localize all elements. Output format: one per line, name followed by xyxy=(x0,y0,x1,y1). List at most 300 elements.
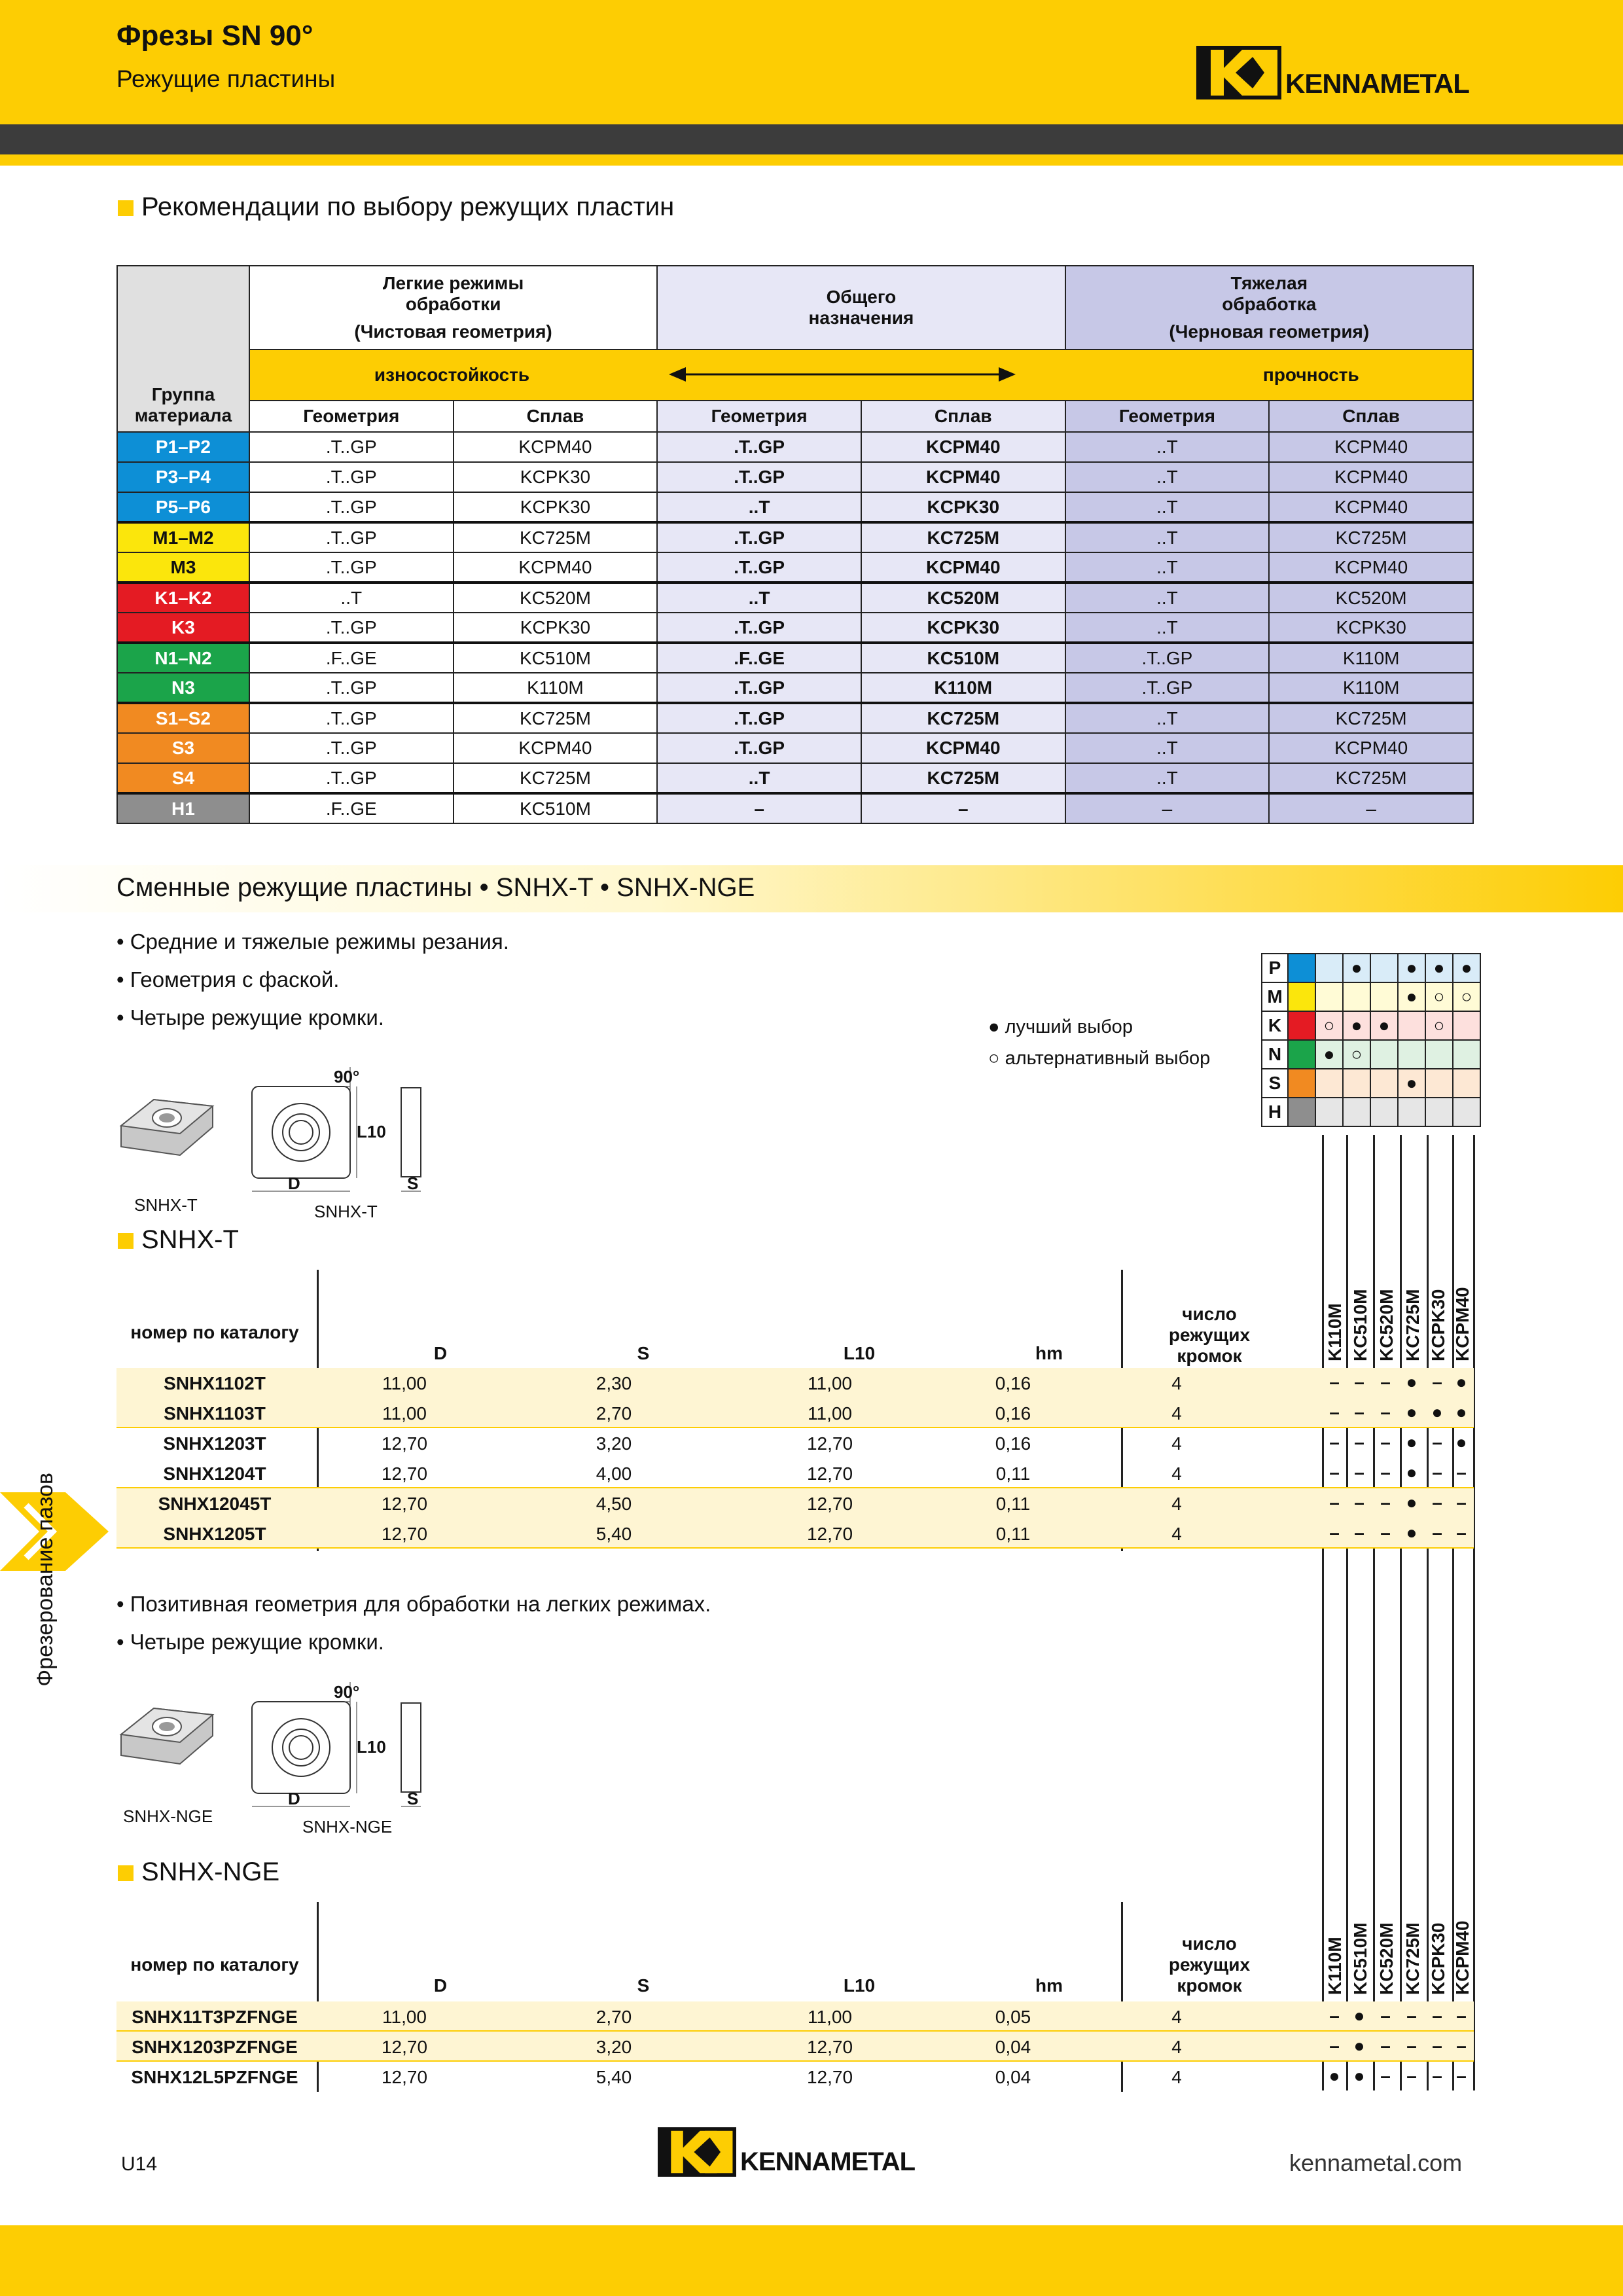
rec-cell: ..T xyxy=(1065,432,1270,462)
rec-cell: KC520M xyxy=(454,583,658,613)
grade-mark: ● xyxy=(1406,1492,1418,1513)
strength-label: прочность xyxy=(1262,365,1359,385)
material-grade-cell: ● xyxy=(1453,954,1480,982)
insert-section-title: Сменные режущие пластины • SNHX-T • SNHX-NGE xyxy=(116,873,755,902)
grade-mark: – xyxy=(1456,1522,1467,1543)
product-row xyxy=(116,1518,1474,1549)
rec-cell: KCPM40 xyxy=(1269,492,1473,522)
grade-mark: – xyxy=(1354,1492,1364,1513)
material-grade-cell: ● xyxy=(1398,982,1425,1011)
bullet: • Средние и тяжелые режимы резания. xyxy=(116,923,509,961)
s-label: S xyxy=(407,1174,419,1193)
col-grade: Сплав xyxy=(454,401,658,432)
material-grid-row xyxy=(1262,1069,1480,1098)
grade-mark: ● xyxy=(1406,1372,1418,1392)
product-value: 0,16 xyxy=(995,1403,1031,1424)
grade-mark: – xyxy=(1329,1492,1340,1513)
material-group-cell: K1–K2 xyxy=(117,583,249,613)
grade-header: KCPM40 xyxy=(1452,1287,1472,1361)
grade-header: KCPK30 xyxy=(1428,1289,1448,1361)
rec-cell: ..T xyxy=(657,763,861,793)
catalog-number: SNHX1102T xyxy=(164,1373,266,1393)
rec-cell: ..T xyxy=(249,583,454,613)
rec-cell: KCPM40 xyxy=(454,733,658,763)
material-group-cell: M1–M2 xyxy=(117,522,249,552)
page-subtitle: Режущие пластины xyxy=(116,65,336,92)
rec-cell: .T..GP xyxy=(657,552,861,583)
rec-row xyxy=(117,763,1473,793)
rec-cell: KC510M xyxy=(454,793,658,823)
rec-cell: .T..GP xyxy=(657,703,861,733)
product-value: 12,70 xyxy=(806,1494,853,1514)
nge-title: SNHX-NGE xyxy=(118,1857,279,1887)
bullet: • Четыре режущие кромки. xyxy=(116,999,509,1037)
catalog-number: SNHX1103T xyxy=(164,1403,266,1424)
material-grade-cell xyxy=(1425,1040,1453,1069)
grade-header: KC725M xyxy=(1402,1289,1423,1361)
grade-mark: ● xyxy=(1455,1402,1467,1422)
material-grade-cell xyxy=(1398,1098,1425,1126)
material-grade-grid xyxy=(1261,953,1481,1127)
grade-mark: – xyxy=(1329,1372,1340,1392)
grade-header: KC520M xyxy=(1376,1289,1397,1361)
grade-mark: – xyxy=(1432,2005,1442,2026)
product-value: 0,16 xyxy=(995,1433,1031,1454)
product-value: 0,04 xyxy=(995,2067,1031,2087)
rec-cell: KCPM40 xyxy=(1269,432,1473,462)
product-value: 11,00 xyxy=(808,2007,852,2027)
grade-mark: – xyxy=(1456,2005,1467,2026)
wear-strength-bar xyxy=(249,350,1473,401)
material-group-cell: K3 xyxy=(117,613,249,643)
grade-header: KC520M xyxy=(1376,1922,1397,1995)
grade-mark: ● xyxy=(1406,1522,1418,1543)
grade-mark: – xyxy=(1432,1492,1442,1513)
rec-cell: KCPM40 xyxy=(861,552,1065,583)
rec-cell: KC725M xyxy=(861,763,1065,793)
grade-mark: ● xyxy=(1353,2066,1365,2086)
rec-row xyxy=(117,643,1473,673)
material-grade-cell xyxy=(1453,1011,1480,1040)
grade-mark: – xyxy=(1329,1402,1340,1422)
rec-cell: – xyxy=(861,793,1065,823)
page-title: Фрезы SN 90° xyxy=(116,20,313,52)
grade-mark: ● xyxy=(1353,2036,1365,2056)
rec-cell: ..T xyxy=(1065,583,1270,613)
rec-cell: KC725M xyxy=(1269,522,1473,552)
material-grade-cell xyxy=(1398,1011,1425,1040)
grade-header: KC510M xyxy=(1350,1289,1370,1361)
snhx-t-bullets xyxy=(116,923,509,1037)
grade-mark: – xyxy=(1380,2005,1391,2026)
material-grid-row xyxy=(1262,1098,1480,1126)
product-value: 0,04 xyxy=(995,2037,1031,2057)
rec-cell: KC725M xyxy=(861,522,1065,552)
grade-mark: – xyxy=(1354,1522,1364,1543)
grade-mark: – xyxy=(1432,1372,1442,1392)
legend-best: ● лучший выбор xyxy=(988,1016,1133,1037)
rec-row xyxy=(117,673,1473,703)
grade-header: K110M xyxy=(1325,1937,1345,1995)
material-grade-cell xyxy=(1315,1069,1343,1098)
rec-cell: ..T xyxy=(1065,522,1270,552)
product-value: 4 xyxy=(1171,1463,1182,1484)
grade-mark: – xyxy=(1354,1462,1364,1482)
material-grade-cell xyxy=(1315,982,1343,1011)
rec-cell: KC725M xyxy=(454,763,658,793)
rec-row xyxy=(117,613,1473,643)
product-value: 4 xyxy=(1171,1373,1182,1393)
rec-row xyxy=(117,793,1473,823)
product-value: 3,20 xyxy=(596,2037,632,2057)
rec-cell: KC510M xyxy=(861,643,1065,673)
grade-mark: – xyxy=(1380,2066,1391,2086)
rec-cell: K110M xyxy=(861,673,1065,703)
product-value: 4 xyxy=(1171,2007,1182,2027)
grade-mark: – xyxy=(1380,2036,1391,2056)
grade-mark: ● xyxy=(1431,1402,1443,1422)
rec-cell: .T..GP xyxy=(657,462,861,492)
catalog-number: SNHX1203PZFNGE xyxy=(132,2037,298,2057)
rec-cell: KC725M xyxy=(454,703,658,733)
snhx-t-title: SNHX-T xyxy=(118,1225,239,1255)
nge-header xyxy=(116,1905,1474,2003)
grade-mark: – xyxy=(1406,2036,1417,2056)
product-value: 12,70 xyxy=(381,1463,428,1484)
rec-cell: .T..GP xyxy=(249,552,454,583)
grade-mark: – xyxy=(1354,1372,1364,1392)
product-value: 12,70 xyxy=(806,1463,853,1484)
product-row xyxy=(116,2062,1474,2092)
product-value: 4 xyxy=(1171,1494,1182,1514)
material-group-cell: S1–S2 xyxy=(117,703,249,733)
product-value: 5,40 xyxy=(596,1524,632,1544)
rec-row xyxy=(117,583,1473,613)
material-grade-cell: ○ xyxy=(1315,1011,1343,1040)
material-group-cell: P3–P4 xyxy=(117,462,249,492)
rec-cell: KC725M xyxy=(1269,763,1473,793)
material-grade-cell xyxy=(1343,982,1370,1011)
light-header: Легкие режимы обработки (Чистовая геометрия) xyxy=(249,266,657,350)
insert-caption: SNHX-T xyxy=(314,1202,378,1221)
material-color-swatch xyxy=(1288,982,1315,1011)
grade-mark: – xyxy=(1456,1462,1467,1482)
s-label: S xyxy=(407,1789,419,1808)
material-grade-cell xyxy=(1453,1069,1480,1098)
product-value: 12,70 xyxy=(381,1433,428,1454)
product-value: 4 xyxy=(1171,1524,1182,1544)
grade-mark: – xyxy=(1380,1372,1391,1392)
material-group-cell: S3 xyxy=(117,733,249,763)
product-value: 12,70 xyxy=(381,2067,428,2087)
rec-row xyxy=(117,703,1473,733)
rec-cell: KCPK30 xyxy=(454,492,658,522)
rec-cell: .T..GP xyxy=(249,462,454,492)
grade-mark: – xyxy=(1329,2036,1340,2056)
material-grade-cell: ○ xyxy=(1425,982,1453,1011)
rec-section-title: Рекомендации по выбору режущих пластин xyxy=(118,192,674,222)
rec-cell: .T..GP xyxy=(657,733,861,763)
material-letter: K xyxy=(1262,1011,1288,1040)
insert-caption: SNHX-T xyxy=(134,1195,198,1215)
material-letter: N xyxy=(1262,1040,1288,1069)
product-value: 11,00 xyxy=(382,1403,427,1424)
material-grade-cell xyxy=(1315,954,1343,982)
snhx-t-header xyxy=(116,1270,1474,1368)
rec-cell: KC725M xyxy=(1269,703,1473,733)
col-catalog: номер по каталогу xyxy=(130,1954,299,1975)
rec-row xyxy=(117,432,1473,462)
grade-header: K110M xyxy=(1325,1303,1345,1361)
rec-cell: KCPK30 xyxy=(454,613,658,643)
insert-caption: SNHX-NGE xyxy=(123,1806,213,1826)
material-grade-cell: ● xyxy=(1343,954,1370,982)
rec-cell: ..T xyxy=(1065,703,1270,733)
product-row xyxy=(116,1458,1474,1488)
product-value: 11,00 xyxy=(808,1403,852,1424)
grade-mark: – xyxy=(1432,2036,1442,2056)
product-value: 4 xyxy=(1171,1403,1182,1424)
kennametal-logo: KENNAMETAL xyxy=(1196,46,1469,99)
grade-mark: – xyxy=(1456,2066,1467,2086)
d-label: D xyxy=(288,1789,300,1808)
col-s: S xyxy=(637,1975,650,1996)
legend xyxy=(988,1011,1210,1074)
grade-mark: – xyxy=(1329,2005,1340,2026)
product-value: 0,05 xyxy=(995,2007,1031,2027)
rec-cell: KCPM40 xyxy=(861,432,1065,462)
product-value: 3,20 xyxy=(596,1433,632,1454)
bullet: • Геометрия с фаской. xyxy=(116,961,509,999)
grade-header: KCPK30 xyxy=(1428,1922,1448,1995)
col-hm: hm xyxy=(1035,1343,1063,1363)
grade-mark: ● xyxy=(1329,2066,1340,2086)
grade-mark: – xyxy=(1432,1462,1442,1482)
grade-headers xyxy=(1322,1276,1474,1364)
material-letter: M xyxy=(1262,982,1288,1011)
material-color-swatch xyxy=(1288,1040,1315,1069)
material-group-cell: M3 xyxy=(117,552,249,583)
product-value: 12,70 xyxy=(806,2067,853,2087)
rec-cell: ..T xyxy=(1065,763,1270,793)
rec-cell: ..T xyxy=(1065,492,1270,522)
footer-bar xyxy=(0,2225,1623,2296)
material-group-cell: P5–P6 xyxy=(117,492,249,522)
insert-3d-icon xyxy=(115,1695,219,1777)
rec-cell: .F..GE xyxy=(249,793,454,823)
l10-label: L10 xyxy=(357,1737,386,1757)
col-geom: Геометрия xyxy=(657,401,861,432)
rec-cell: ..T xyxy=(1065,462,1270,492)
rec-cell: K110M xyxy=(1269,643,1473,673)
grade-mark: – xyxy=(1432,1522,1442,1543)
catalog-number: SNHX12L5PZFNGE xyxy=(131,2067,298,2087)
grade-mark: ● xyxy=(1455,1432,1467,1452)
grade-mark: ● xyxy=(1406,1432,1418,1452)
product-value: 5,40 xyxy=(596,2067,632,2087)
rec-row xyxy=(117,462,1473,492)
material-grid-row xyxy=(1262,982,1480,1011)
material-grade-cell xyxy=(1453,1098,1480,1126)
material-grade-cell: ● xyxy=(1398,1069,1425,1098)
rec-cell: KCPM40 xyxy=(1269,552,1473,583)
material-grade-cell: ● xyxy=(1425,954,1453,982)
rec-cell: .T..GP xyxy=(249,613,454,643)
kennametal-logo: KENNAMETAL xyxy=(658,2127,915,2177)
rec-row xyxy=(117,733,1473,763)
product-value: 12,70 xyxy=(381,1494,428,1514)
bullet: • Четыре режущие кромки. xyxy=(116,1623,711,1661)
product-value: 2,70 xyxy=(596,2007,632,2027)
product-value: 0,11 xyxy=(995,1494,1031,1514)
material-color-swatch xyxy=(1288,954,1315,982)
header-yellow-stripe xyxy=(0,154,1623,166)
grade-mark: – xyxy=(1456,1492,1467,1513)
product-value: 12,70 xyxy=(806,2037,853,2057)
grade-mark: ● xyxy=(1353,2005,1365,2026)
product-row xyxy=(116,2032,1474,2062)
product-value: 0,11 xyxy=(995,1524,1031,1544)
rec-cell: KCPM40 xyxy=(861,733,1065,763)
grade-mark: ● xyxy=(1406,1402,1418,1422)
material-group-cell: N1–N2 xyxy=(117,643,249,673)
rec-row xyxy=(117,522,1473,552)
material-grade-cell: ○ xyxy=(1343,1040,1370,1069)
grade-header: KC510M xyxy=(1350,1922,1370,1995)
insert-caption: SNHX-NGE xyxy=(302,1817,393,1837)
material-grade-cell xyxy=(1370,1098,1398,1126)
grade-headers xyxy=(1322,1910,1474,1998)
rec-cell: ..T xyxy=(1065,613,1270,643)
rec-cell: .T..GP xyxy=(249,432,454,462)
rec-cell: .F..GE xyxy=(249,643,454,673)
grade-mark: – xyxy=(1329,1462,1340,1482)
rec-cell: .T..GP xyxy=(657,613,861,643)
material-color-swatch xyxy=(1288,1098,1315,1126)
double-arrow-icon xyxy=(669,365,1016,384)
product-row xyxy=(116,1488,1474,1518)
material-letter: H xyxy=(1262,1098,1288,1126)
rec-cell: KC520M xyxy=(861,583,1065,613)
rec-cell: .T..GP xyxy=(249,763,454,793)
material-grade-cell xyxy=(1370,1040,1398,1069)
material-grade-cell xyxy=(1398,1040,1425,1069)
catalog-number: SNHX1205T xyxy=(163,1524,266,1544)
material-grade-cell xyxy=(1370,954,1398,982)
legend-alt: ○ альтернативный выбор xyxy=(988,1048,1211,1069)
grade-mark: – xyxy=(1380,1522,1391,1543)
material-grade-cell xyxy=(1425,1069,1453,1098)
d-label: D xyxy=(288,1174,300,1193)
rec-row xyxy=(117,492,1473,522)
rec-cell: ..T xyxy=(1065,733,1270,763)
grade-mark: – xyxy=(1329,1522,1340,1543)
product-value: 4 xyxy=(1171,1433,1182,1454)
header-dark-stripe xyxy=(0,124,1623,154)
col-hm: hm xyxy=(1035,1975,1063,1996)
col-catalog: номер по каталогу xyxy=(130,1322,299,1342)
grade-mark: – xyxy=(1380,1492,1391,1513)
product-value: 11,00 xyxy=(382,1373,427,1393)
col-grade: Сплав xyxy=(1269,401,1473,432)
material-group-cell: S4 xyxy=(117,763,249,793)
product-value: 2,70 xyxy=(596,1403,632,1424)
col-grade: Сплав xyxy=(861,401,1065,432)
rec-cell: KC725M xyxy=(861,703,1065,733)
material-group-cell: H1 xyxy=(117,793,249,823)
rec-cell: ..T xyxy=(657,583,861,613)
material-grade-cell xyxy=(1343,1098,1370,1126)
grade-mark: ● xyxy=(1455,1372,1467,1392)
product-row xyxy=(116,2001,1474,2032)
product-row xyxy=(116,1368,1474,1398)
material-grade-cell xyxy=(1315,1098,1343,1126)
col-geom: Геометрия xyxy=(1065,401,1270,432)
col-edges: число режущих кромок xyxy=(1168,1304,1251,1366)
material-color-swatch xyxy=(1288,1069,1315,1098)
col-l10: L10 xyxy=(843,1343,876,1363)
col-geom: Геометрия xyxy=(249,401,454,432)
product-value: 0,16 xyxy=(995,1373,1031,1393)
col-s: S xyxy=(637,1343,650,1363)
nge-bullets xyxy=(116,1585,711,1661)
material-group-cell: P1–P2 xyxy=(117,432,249,462)
l10-label: L10 xyxy=(357,1122,386,1141)
rec-cell: K110M xyxy=(1269,673,1473,703)
catalog-number: SNHX1204T xyxy=(163,1463,266,1484)
rec-cell: KCPM40 xyxy=(1269,733,1473,763)
rec-cell: .T..GP xyxy=(657,673,861,703)
rec-cell: .T..GP xyxy=(1065,643,1270,673)
product-value: 12,70 xyxy=(806,1524,853,1544)
grade-header: KC725M xyxy=(1402,1922,1423,1995)
material-group-cell: N3 xyxy=(117,673,249,703)
col-edges: число режущих кромок xyxy=(1168,1933,1251,1996)
product-value: 4 xyxy=(1171,2067,1182,2087)
material-grade-cell: ● xyxy=(1315,1040,1343,1069)
product-value: 4,50 xyxy=(596,1494,632,1514)
rec-cell: .T..GP xyxy=(249,492,454,522)
grade-mark: – xyxy=(1354,1402,1364,1422)
rec-cell: K110M xyxy=(454,673,658,703)
grade-mark: – xyxy=(1456,2036,1467,2056)
bullet: • Позитивная геометрия для обработки на легких режимах. xyxy=(116,1585,711,1623)
grade-mark: – xyxy=(1329,1432,1340,1452)
rec-cell: .T..GP xyxy=(1065,673,1270,703)
material-grid-row xyxy=(1262,1040,1480,1069)
product-value: 12,70 xyxy=(806,1433,853,1454)
rec-cell: KCPM40 xyxy=(454,552,658,583)
grade-mark: – xyxy=(1380,1462,1391,1482)
rec-cell: KCPM40 xyxy=(861,462,1065,492)
rec-cell: KCPK30 xyxy=(861,613,1065,643)
material-grade-cell xyxy=(1370,1069,1398,1098)
grade-mark: – xyxy=(1380,1402,1391,1422)
rec-cell: – xyxy=(657,793,861,823)
rec-cell: KC520M xyxy=(1269,583,1473,613)
product-value: 4,00 xyxy=(596,1463,632,1484)
rec-cell: KCPM40 xyxy=(454,432,658,462)
recommendation-table xyxy=(116,265,1474,824)
angle-label: 90° xyxy=(334,1682,360,1702)
product-row xyxy=(116,1428,1474,1458)
material-grade-cell: ○ xyxy=(1453,982,1480,1011)
material-letter: P xyxy=(1262,954,1288,982)
rec-cell: KC725M xyxy=(454,522,658,552)
wear-label: износостойкость xyxy=(374,365,530,385)
rec-cell: ..T xyxy=(1065,552,1270,583)
angle-label: 90° xyxy=(334,1067,360,1086)
